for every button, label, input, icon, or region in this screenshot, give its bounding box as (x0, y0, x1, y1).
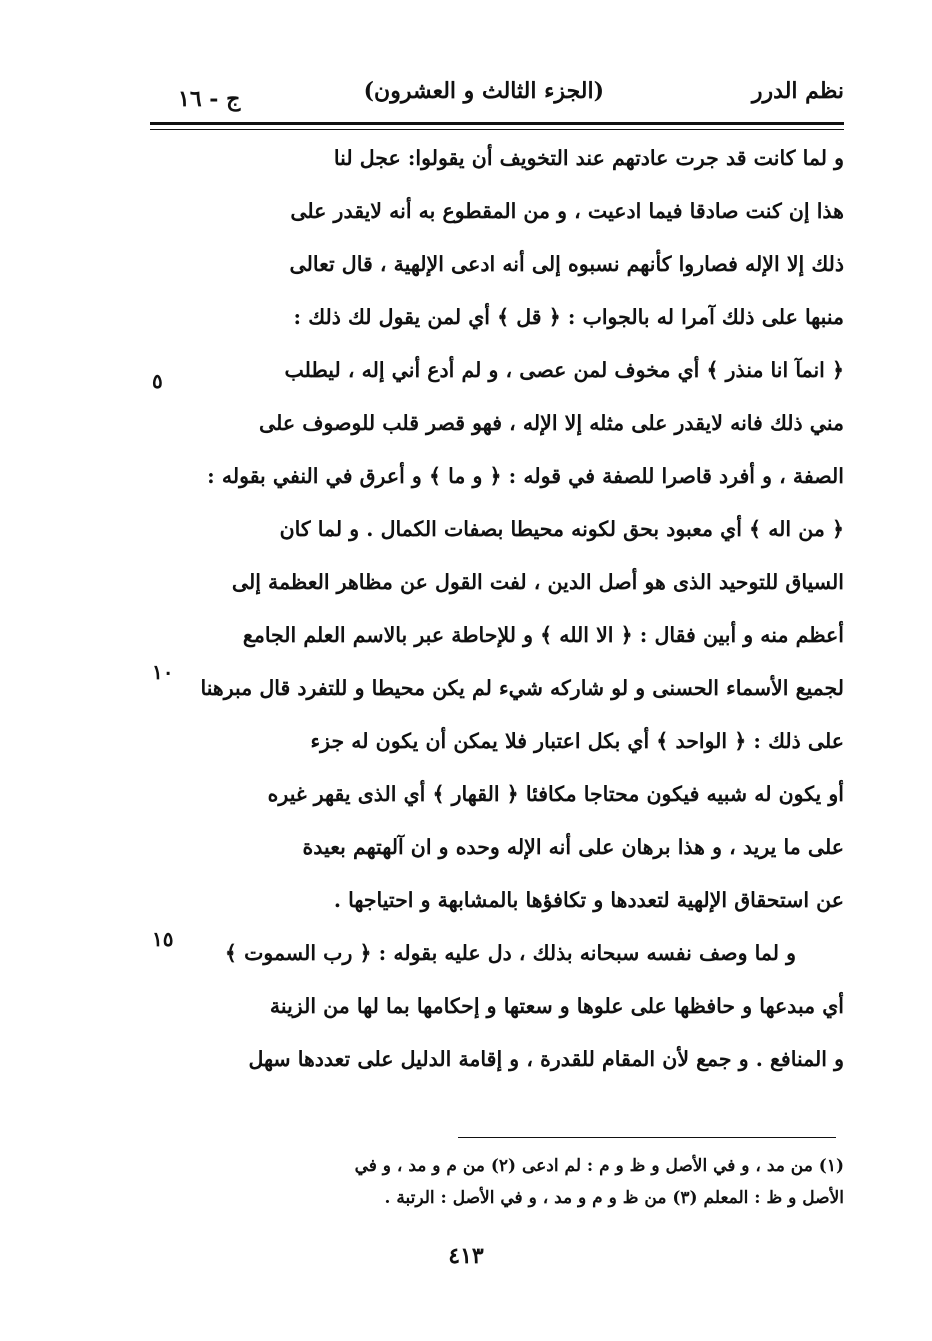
footnote-line: (١) من مد ، و في الأصل و ظ و م : لم ادعى (٢) من م و مد ، و في (354, 1156, 844, 1176)
main-text (190, 132, 844, 1086)
juz-label: ج - ١٦ (178, 86, 241, 112)
part-title: (الجزء الثالث و العشرون) (363, 78, 604, 104)
text-line: على ما يريد ، و هذا برهان على أنه الإله وحده و ان آلهتهم بعيدة (302, 835, 844, 859)
text-line: ذلك إلا الإله فصاروا كأنهم نسبوه إلى أنه ادعى الإلهية ، قال تعالى (289, 252, 844, 276)
text-line: أعظم منه و أبين فقال : ﴿ الا الله ﴾ و للإحاطة عبر بالاسم العلم الجامع (242, 623, 844, 647)
text-line: ﴿ من اله ﴾ أي معبود بحق لكونه محيطا بصفات الكمال . و لما كان (279, 517, 844, 541)
header-rule-thin (150, 129, 844, 130)
footnotes (185, 1150, 844, 1214)
text-line: هذا إن كنت صادقا فيما ادعيت ، و من المقطوع به أنه لايقدر على (290, 199, 844, 223)
text-line: الصفة ، و أفرد قاصرا للصفة في قوله : ﴿ و ما ﴾ و أعرق في النفي بقوله : (207, 464, 844, 488)
footnote-line: الأصل و ظ : المعلم (٣) من ظ و م و مد ، و في الأصل : الرتبة . (384, 1188, 844, 1208)
page-number: ٤١٣ (448, 1243, 484, 1269)
book-title: نظم الدرر (751, 78, 844, 104)
text-line: على ذلك : ﴿ الواحد ﴾ أي بكل اعتبار فلا يمكن أن يكون له جزء (310, 729, 844, 753)
text-line: مني ذلك فانه لايقدر على مثله إلا الإله ، فهو قصر قلب للوصوف على (259, 411, 844, 435)
header-rule-thick (150, 122, 844, 125)
footnote-rule (458, 1137, 836, 1138)
text-line: لجميع الأسماء الحسنى و لو شاركه شيء لم يكن محيطا و للتفرد قال مبرهنا (200, 676, 844, 700)
text-line: أو يكون له شبيه فيكون محتاجا مكافئا ﴿ القهار ﴾ أي الذى يقهر غيره (267, 782, 844, 806)
text-line: و المنافع . و جمع لأن المقام للقدرة ، و إقامة الدليل على تعددها سهل (248, 1047, 844, 1071)
line-number: ١٠ (152, 660, 174, 684)
line-number: ٥ (152, 369, 163, 393)
text-line: عن استحقاق الإلهية لتعددها و تكافؤها بالمشابهة و احتياجها . (333, 888, 844, 912)
text-line: أي مبدعها و حافظها على علوها و سعتها و إحكامها بما لها من الزينة (269, 994, 844, 1018)
page-header (150, 72, 844, 122)
text-line: ﴿ انمآ انا منذر ﴾ أي مخوف لمن عصى ، و لم أدع أني إله ، ليطلب (284, 358, 844, 382)
text-line: السياق للتوحيد الذى هو أصل الدين ، لفت القول عن مظاهر العظمة إلى (231, 570, 844, 594)
text-line: و لما كانت قد جرت عادتهم عند التخويف أن يقولوا: عجل لنا (333, 146, 844, 170)
text-line: منبها على ذلك آمرا له بالجواب : ﴿ قل ﴾ أي لمن يقول لك ذلك : (293, 305, 844, 329)
text-line: و لما وصف نفسه سبحانه بذلك ، دل عليه بقوله : ﴿ رب السموت ﴾ (224, 941, 796, 965)
line-number: ١٥ (152, 927, 174, 951)
